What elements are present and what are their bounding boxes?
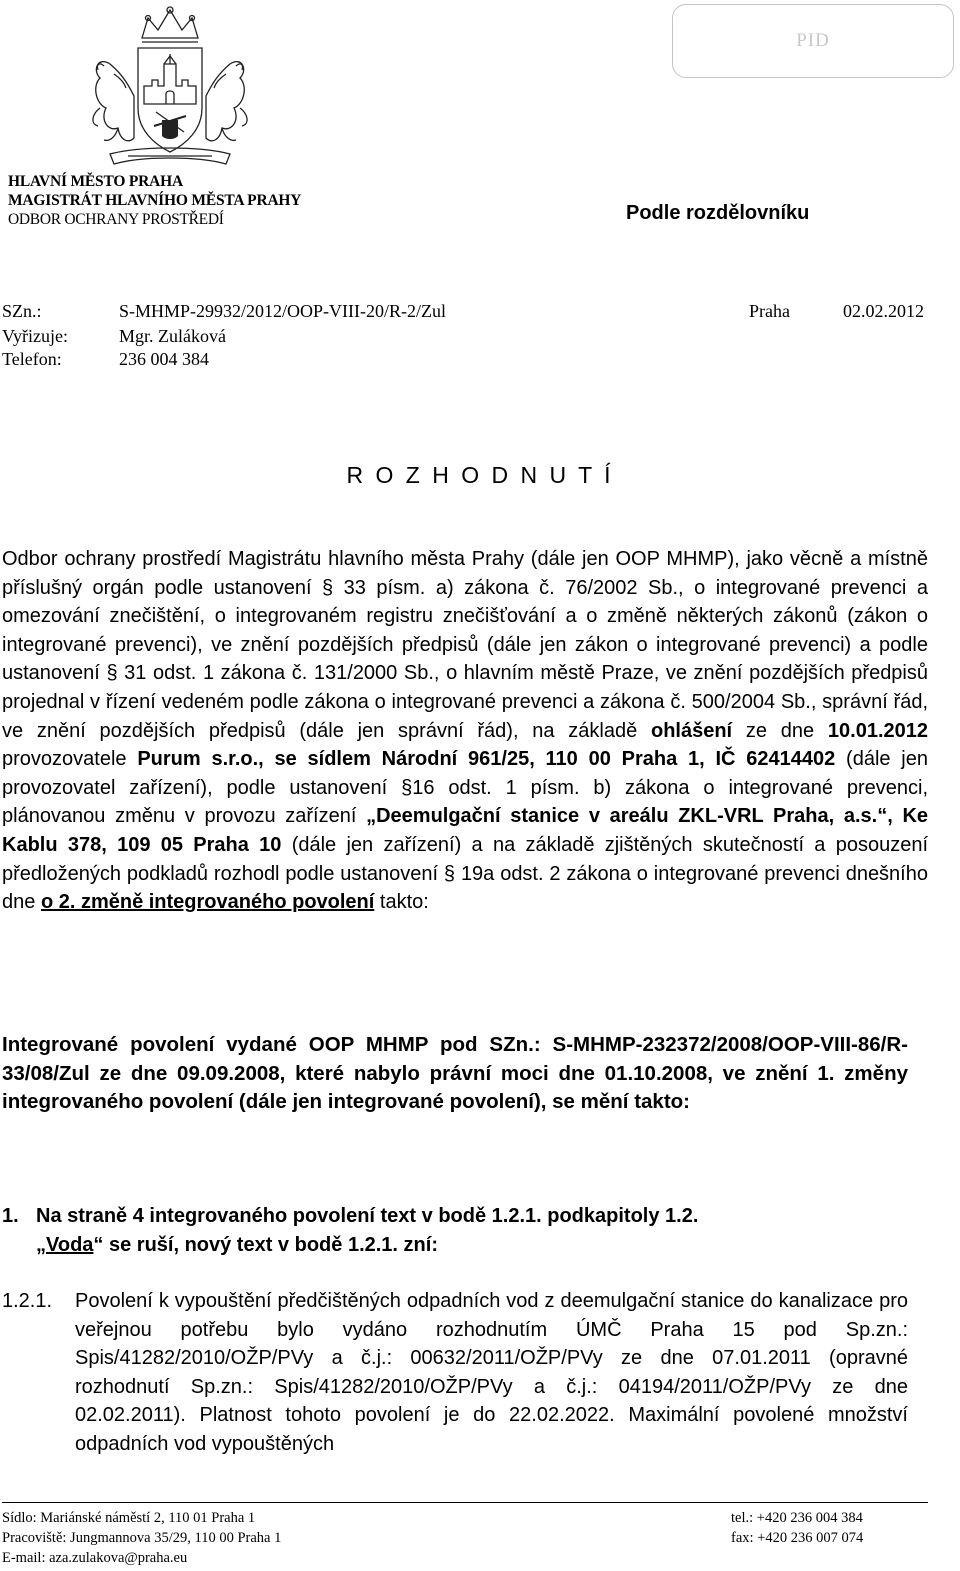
- notice-date: 10.01.2012: [827, 719, 929, 742]
- footer-email: E-mail: aza.zulakova@praha.eu: [2, 1550, 188, 1566]
- org-line-department: ODBOR OCHRANY PROSTŘEDÍ: [8, 211, 224, 228]
- paragraph-text: (dále jen zařízení) a na základě zjištěných skutečností a posouzení předložených podkladů rozhodl podle ustanovení § 19a odst. 2 zákona o integrované prevenci dnešního dne: [2, 833, 929, 914]
- footer-fax: fax: +420 236 007 074: [731, 1530, 864, 1546]
- decision-statement: Integrované povolení vydané OOP MHMP pod SZn.: S-MHMP-232372/2008/OOP-VIII-86/R-33/08/Zul ze dne 09.09.2008, které nabylo právní moci dne 01.10.2008, ve znění 1. změny integrovaného povolení (dále jen integrované povolení), se mění takto:: [2, 1033, 908, 1114]
- handler-label: Vyřizuje:: [2, 326, 68, 346]
- document-title: R O Z H O D N U T Í: [346, 462, 614, 488]
- org-line-city: HLAVNÍ MĚSTO PRAHA: [8, 173, 183, 190]
- addressee: Podle rozdělovníku: [626, 202, 810, 224]
- operator-name: Purum s.r.o., se sídlem Národní 961/25, 110 00 Praha 1, IČ 62414402: [137, 748, 836, 771]
- paragraph-text: ze dne: [745, 719, 815, 742]
- item-text: Na straně 4 integrovaného povolení text v bodě 1.2.1. podkapitoly 1.2.: [36, 1205, 699, 1227]
- subpoint-1-2-1: [2, 1287, 908, 1459]
- footer-divider: [2, 1502, 928, 1503]
- org-line-magistrate: MAGISTRÁT HLAVNÍHO MĚSTA PRAHY: [8, 192, 302, 209]
- date: 02.02.2012: [843, 301, 924, 321]
- prague-coat-of-arms-emblem: [70, 4, 270, 168]
- phone-label: Telefon:: [2, 349, 62, 369]
- handler-value: Mgr. Zuláková: [119, 326, 226, 346]
- subpoint-number: 1.2.1.: [2, 1290, 53, 1312]
- paragraph-text: takto:: [379, 891, 429, 914]
- item-subchapter-name: Voda: [46, 1233, 94, 1256]
- item-number: 1.: [2, 1205, 19, 1227]
- pid-stamp-box: [672, 4, 954, 78]
- amendment-item-1: [2, 1202, 908, 1259]
- notice-bold: ohlášení: [650, 719, 733, 742]
- footer-phone: tel.: +420 236 004 384: [731, 1510, 863, 1526]
- paragraph-text: Odbor ochrany prostředí Magistrátu hlavního města Prahy (dále jen OOP MHMP), jako věcně a místně příslušný orgán podle ustanovení § 33 písm. a) zákona č. 76/2002 Sb., o integrované prevenci a omezování znečištění, o integrovaném registru znečišťování a o změně některých zákonů (zákon o integrované prevenci), ve znění pozdějších předpisů (dále jen zákon o integrované prevenci) a podle ustanovení § 31 odst. 1 zákona č. 131/2000 Sb., o hlavním městě Praze, ve znění pozdějších předpisů projednal v řízení vedeném podle zákona o integrované prevenci a zákona č. 500/2004 Sb., správní řád, ve znění pozdějších předpisů (dále jen správní řád), na základě: [2, 548, 928, 742]
- szn-label: SZn.:: [2, 301, 42, 321]
- paragraph-text: provozovatele: [2, 748, 127, 771]
- phone-value: 236 004 384: [119, 349, 209, 369]
- pid-label: PID: [796, 30, 830, 51]
- place: Praha: [749, 301, 790, 321]
- subpoint-text: Povolení k vypouštění předčištěných odpadních vod z deemulgační stanice do kanalizace pro veřejnou potřebu bylo vydáno rozhodnutím ÚMČ Praha 15 pod Sp.zn.: Spis/41282/2010/OŽP/PVy a č.j.: 00632/2011/OŽP/PVy ze dne 07.01.2011 (opravné rozhodnutí Sp.zn.: Spis/41282/2010/OŽP/PVy a č.j.: 04194/2011/OŽP/PVy ze dne 02.02.2011). Platnost tohoto povolení je do 22.02.2022. Maximální povolené množství odpadních vod vypouštěných: [75, 1290, 908, 1455]
- issuing-organization: [8, 172, 348, 229]
- item-text: “ se ruší, nový text v bodě 1.2.1. zní:: [93, 1233, 438, 1256]
- change-reference: o 2. změně integrovaného povolení: [40, 891, 375, 914]
- footer-office: Pracoviště: Jungmannova 35/29, 110 00 Praha 1: [2, 1530, 282, 1546]
- quote-open: „: [36, 1233, 46, 1256]
- facility-name: „Deemulgační stanice v areálu ZKL-VRL Praha, a.s.“, Ke Kablu 378, 109 05 Praha 10: [2, 805, 929, 856]
- footer-seat: Sídlo: Mariánské náměstí 2, 110 01 Praha 1: [2, 1510, 256, 1526]
- szn-value: S-MHMP-29932/2012/OOP-VIII-20/R-2/Zul: [119, 301, 446, 321]
- paragraph-text: (dále jen provozovatel zařízení), podle ustanovení §16 odst. 1 písm. b) zákona o integrované prevenci, plánovanou změnu v provozu zařízení: [2, 748, 928, 828]
- main-paragraph: [2, 545, 928, 917]
